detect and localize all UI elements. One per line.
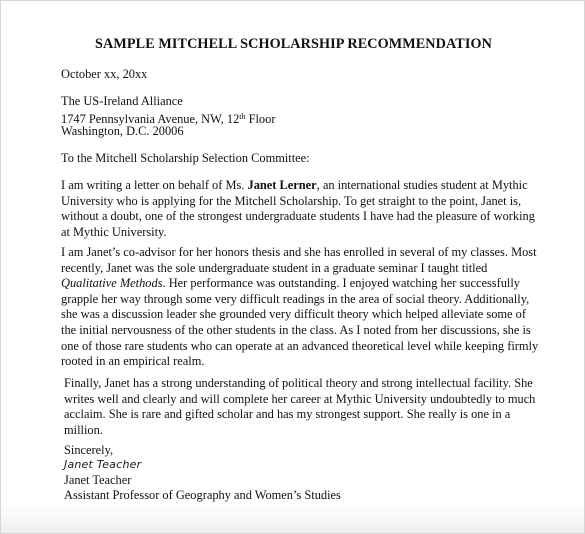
paragraph-2-line: the initial nervousness of the other students in the class. As I noted from her discussions, she is [61,322,531,337]
salutation: To the Mitchell Scholarship Selection Committee: [61,151,310,165]
page-edge-shade [1,503,584,533]
paragraph-2-line: grapple her way through some very difficult readings in the area of social theory. Additionally, [61,291,530,306]
paragraph-3 [64,376,536,438]
paragraph-3-line: Finally, Janet has a strong understanding of political theory and strong intellectual facility. She [64,376,533,390]
paragraph-1 [61,178,533,240]
address-street-sup: th [239,112,246,121]
paragraph-2-line: rooted in an empirical realm. [61,354,205,369]
signer-position: Assistant Professor of Geography and Women’s Studies [64,488,341,502]
letter-date: October xx, 20xx [61,67,148,81]
paragraph-2-line: she was a discussion leader she grounded very difficult theory which helped alleviate some of [61,307,526,322]
paragraph-1-line: University who is applying for the Mitchell Scholarship. To get straight to the point, Janet is, [61,193,522,208]
paragraph-3-line: million. [64,422,103,437]
seminar-title: Qualitative Methods [61,276,163,291]
paragraph-3-line: writes well and clearly and will complete her career at Mythic University undoubtedly to much [64,391,536,406]
paragraph-1-line: without a doubt, one of the strongest undergraduate students I have had the pleasure of working [61,209,535,224]
document-title: SAMPLE MITCHELL SCHOLARSHIP RECOMMENDATION [95,36,492,52]
paragraph-2-line: one of those rare students who can operate at an advanced theoretical level while keeping firmly [61,338,539,353]
handwritten-signature: Janet Teacher [64,458,142,471]
paragraph-3-line: acclaim. She is rare and gifted scholar and has my strongest support. She really is one in a [64,407,511,422]
paragraph-2 [61,245,539,370]
address-street-main: 1747 Pennsylvania Avenue, NW, 12 [61,112,240,126]
address-org: The US-Ireland Alliance [61,94,183,108]
paragraph-2-line: recently, Janet was the sole undergraduate student in a graduate seminar I taught titled [61,260,488,275]
address-city: Washington, D.C. 20006 [61,124,184,138]
paragraph-2-line: I am Janet’s co-advisor for her honors thesis and she has enrolled in several of my classes. Most [61,245,537,259]
paragraph-1-line: at Mythic University. [61,224,167,239]
paragraph-2-line: Qualitative Methods. Her performance was outstanding. I enjoyed watching her successfully [61,276,521,291]
student-name: Janet Lerner [247,178,317,192]
closing: Sincerely, [64,443,114,457]
address-street-floor: Floor [245,112,276,126]
signer-name: Janet Teacher [64,473,132,487]
paragraph-1-line: I am writing a letter on behalf of Ms. Janet Lerner, an international studies student at Mythic [61,178,528,192]
